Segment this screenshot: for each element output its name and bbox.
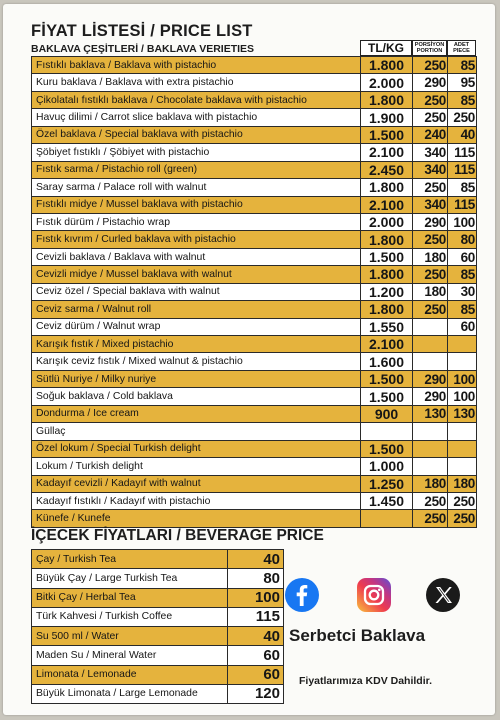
portion-price: 250	[413, 91, 448, 108]
table-row	[32, 458, 477, 475]
piece-price: 30	[448, 283, 477, 300]
item-name: Çikolatalı fıstıklı baklava / Chocolate baklava with pistachio	[32, 91, 361, 108]
piece-price: 115	[448, 144, 477, 161]
price-per-kg: 1.450	[361, 492, 413, 509]
table-row	[32, 126, 477, 143]
item-name: Güllaç	[32, 423, 361, 440]
table-row	[32, 318, 477, 335]
table-row	[32, 475, 477, 492]
beverage-name: Çay / Turkish Tea	[32, 550, 228, 569]
portion-price	[413, 423, 448, 440]
item-name: Fıstık kıvrım / Curled baklava with pistachio	[32, 231, 361, 248]
table-row	[32, 196, 477, 213]
table-row	[32, 336, 477, 353]
beverage-name: Büyük Limonata / Large Lemonade	[32, 684, 228, 703]
column-header-portion-en: PORTION	[416, 48, 443, 54]
table-row	[32, 388, 477, 405]
price-per-kg: 1.000	[361, 458, 413, 475]
piece-price: 85	[448, 301, 477, 318]
piece-price: 60	[448, 318, 477, 335]
piece-price: 180	[448, 475, 477, 492]
portion-price	[413, 353, 448, 370]
column-header-portion	[412, 40, 447, 56]
table-row	[32, 266, 477, 283]
column-header-piece-tr: ADET	[453, 42, 470, 48]
price-per-kg: 900	[361, 405, 413, 422]
table-row	[32, 301, 477, 318]
beverage-name: Limonata / Lemonade	[32, 665, 228, 684]
beverage-price: 40	[228, 550, 284, 569]
table-row	[32, 109, 477, 126]
price-per-kg: 2.000	[361, 213, 413, 230]
portion-price: 290	[413, 74, 448, 91]
piece-price	[448, 440, 477, 457]
item-name: Kuru baklava / Baklava with extra pistachio	[32, 74, 361, 91]
piece-price: 100	[448, 213, 477, 230]
piece-price	[448, 423, 477, 440]
portion-price: 290	[413, 213, 448, 230]
item-name: Karışık ceviz fıstık / Mixed walnut & pistachio	[32, 353, 361, 370]
table-row	[32, 248, 477, 265]
beverage-price-table	[31, 549, 284, 704]
piece-price	[448, 353, 477, 370]
piece-price: 100	[448, 370, 477, 387]
baklava-section-title: BAKLAVA ÇEŞİTLERİ / BAKLAVA VERIETIES	[31, 43, 255, 55]
portion-price: 340	[413, 196, 448, 213]
item-name: Fıstık dürüm / Pistachio wrap	[32, 213, 361, 230]
beverage-price: 60	[228, 665, 284, 684]
price-per-kg: 1.800	[361, 91, 413, 108]
beverage-section-title: İÇECEK FİYATLARI / BEVERAGE PRICE	[31, 527, 324, 544]
table-row	[32, 665, 284, 684]
facebook-icon[interactable]	[285, 578, 319, 612]
table-row	[32, 588, 284, 607]
page-title: FİYAT LİSTESİ / PRICE LIST	[31, 22, 253, 40]
piece-price: 85	[448, 57, 477, 74]
beverage-name: Bitki Çay / Herbal Tea	[32, 588, 228, 607]
brand-name: Serbetci Baklava	[289, 626, 426, 645]
price-list-sheet	[3, 4, 495, 715]
table-row	[32, 353, 477, 370]
beverage-price: 115	[228, 607, 284, 626]
table-row	[32, 405, 477, 422]
table-row	[32, 684, 284, 703]
item-name: Ceviz sarma / Walnut roll	[32, 301, 361, 318]
table-row	[32, 423, 477, 440]
price-per-kg	[361, 510, 413, 527]
portion-price: 290	[413, 388, 448, 405]
instagram-icon[interactable]	[357, 578, 391, 612]
price-per-kg: 1.200	[361, 283, 413, 300]
item-name: Kadayıf fıstıklı / Kadayıf with pistachio	[32, 492, 361, 509]
column-header-portion-tr: PORSİYON	[414, 42, 445, 48]
portion-price: 180	[413, 248, 448, 265]
item-name: Sütlü Nuriye / Milky nuriye	[32, 370, 361, 387]
price-per-kg: 1.800	[361, 179, 413, 196]
beverage-price: 40	[228, 627, 284, 646]
beverage-name: Türk Kahvesi / Turkish Coffee	[32, 607, 228, 626]
beverage-name: Büyük Çay / Large Turkish Tea	[32, 569, 228, 588]
item-name: Özel baklava / Special baklava with pistachio	[32, 126, 361, 143]
piece-price	[448, 336, 477, 353]
table-row	[32, 161, 477, 178]
beverage-name: Su 500 ml / Water	[32, 627, 228, 646]
piece-price: 80	[448, 231, 477, 248]
price-per-kg: 1.800	[361, 266, 413, 283]
piece-price: 60	[448, 248, 477, 265]
tax-note: Fiyatlarımıza KDV Dahildir.	[299, 675, 433, 687]
portion-price: 340	[413, 144, 448, 161]
portion-price: 250	[413, 492, 448, 509]
price-per-kg: 1.500	[361, 370, 413, 387]
table-row	[32, 74, 477, 91]
price-per-kg: 2.450	[361, 161, 413, 178]
baklava-price-rows	[32, 57, 477, 528]
table-row	[32, 179, 477, 196]
piece-price: 250	[448, 492, 477, 509]
portion-price: 180	[413, 475, 448, 492]
portion-price	[413, 458, 448, 475]
item-name: Fıstıklı baklava / Baklava with pistachio	[32, 57, 361, 74]
portion-price	[413, 336, 448, 353]
piece-price: 85	[448, 179, 477, 196]
table-row	[32, 607, 284, 626]
beverage-price: 120	[228, 684, 284, 703]
portion-price: 250	[413, 109, 448, 126]
item-name: Saray sarma / Palace roll with walnut	[32, 179, 361, 196]
beverage-price: 80	[228, 569, 284, 588]
piece-price	[448, 458, 477, 475]
price-per-kg: 2.100	[361, 196, 413, 213]
table-row	[32, 646, 284, 665]
piece-price: 95	[448, 74, 477, 91]
baklava-price-table	[31, 56, 477, 528]
table-row	[32, 569, 284, 588]
portion-price	[413, 440, 448, 457]
beverage-name: Maden Su / Mineral Water	[32, 646, 228, 665]
price-per-kg: 2.100	[361, 336, 413, 353]
table-row	[32, 510, 477, 527]
portion-price: 240	[413, 126, 448, 143]
price-per-kg: 1.900	[361, 109, 413, 126]
table-row	[32, 57, 477, 74]
piece-price: 115	[448, 196, 477, 213]
price-per-kg	[361, 423, 413, 440]
item-name: Cevizli midye / Mussel baklava with walnut	[32, 266, 361, 283]
portion-price: 250	[413, 301, 448, 318]
table-row	[32, 440, 477, 457]
price-per-kg: 1.500	[361, 126, 413, 143]
price-per-kg: 2.000	[361, 74, 413, 91]
price-per-kg: 1.800	[361, 57, 413, 74]
table-row	[32, 144, 477, 161]
portion-price: 250	[413, 510, 448, 527]
piece-price: 100	[448, 388, 477, 405]
item-name: Lokum / Turkish delight	[32, 458, 361, 475]
portion-price: 250	[413, 231, 448, 248]
item-name: Havuç dilimi / Carrot slice baklava with pistachio	[32, 109, 361, 126]
price-per-kg: 1.500	[361, 440, 413, 457]
table-row	[32, 231, 477, 248]
beverage-price: 60	[228, 646, 284, 665]
item-name: Karışık fıstık / Mixed pistachio	[32, 336, 361, 353]
portion-price: 290	[413, 370, 448, 387]
item-name: Fıstık sarma / Pistachio roll (green)	[32, 161, 361, 178]
item-name: Fıstıklı midye / Mussel baklava with pistachio	[32, 196, 361, 213]
portion-price: 250	[413, 266, 448, 283]
piece-price: 115	[448, 161, 477, 178]
beverage-price: 100	[228, 588, 284, 607]
portion-price: 250	[413, 179, 448, 196]
item-name: Kadayıf cevizli / Kadayıf with walnut	[32, 475, 361, 492]
table-row	[32, 627, 284, 646]
item-name: Cevizli baklava / Baklava with walnut	[32, 248, 361, 265]
piece-price: 85	[448, 266, 477, 283]
price-per-kg: 1.250	[361, 475, 413, 492]
item-name: Dondurma / Ice cream	[32, 405, 361, 422]
item-name: Soğuk baklava / Cold baklava	[32, 388, 361, 405]
table-row	[32, 550, 284, 569]
item-name: Künefe / Kunefe	[32, 510, 361, 527]
x-icon[interactable]	[426, 578, 460, 612]
piece-price: 40	[448, 126, 477, 143]
price-per-kg: 1.500	[361, 388, 413, 405]
table-row	[32, 91, 477, 108]
price-per-kg: 1.800	[361, 231, 413, 248]
table-row	[32, 283, 477, 300]
table-row	[32, 213, 477, 230]
beverage-price-rows	[32, 550, 284, 704]
item-name: Özel lokum / Special Turkish delight	[32, 440, 361, 457]
column-header-piece-en: PIECE	[453, 48, 470, 54]
item-name: Şöbiyet fıstıklı / Şöbiyet with pistachio	[32, 144, 361, 161]
piece-price: 130	[448, 405, 477, 422]
portion-price	[413, 318, 448, 335]
piece-price: 85	[448, 91, 477, 108]
price-per-kg: 1.600	[361, 353, 413, 370]
piece-price: 250	[448, 109, 477, 126]
price-per-kg: 1.500	[361, 248, 413, 265]
portion-price: 130	[413, 405, 448, 422]
portion-price: 340	[413, 161, 448, 178]
price-per-kg: 1.800	[361, 301, 413, 318]
piece-price: 250	[448, 510, 477, 527]
item-name: Ceviz dürüm / Walnut wrap	[32, 318, 361, 335]
column-header-piece	[447, 40, 476, 56]
table-row	[32, 492, 477, 509]
column-header-tl-kg: TL/KG	[360, 40, 412, 56]
portion-price: 250	[413, 57, 448, 74]
item-name: Ceviz özel / Special baklava with walnut	[32, 283, 361, 300]
price-per-kg: 2.100	[361, 144, 413, 161]
price-per-kg: 1.550	[361, 318, 413, 335]
portion-price: 180	[413, 283, 448, 300]
table-row	[32, 370, 477, 387]
